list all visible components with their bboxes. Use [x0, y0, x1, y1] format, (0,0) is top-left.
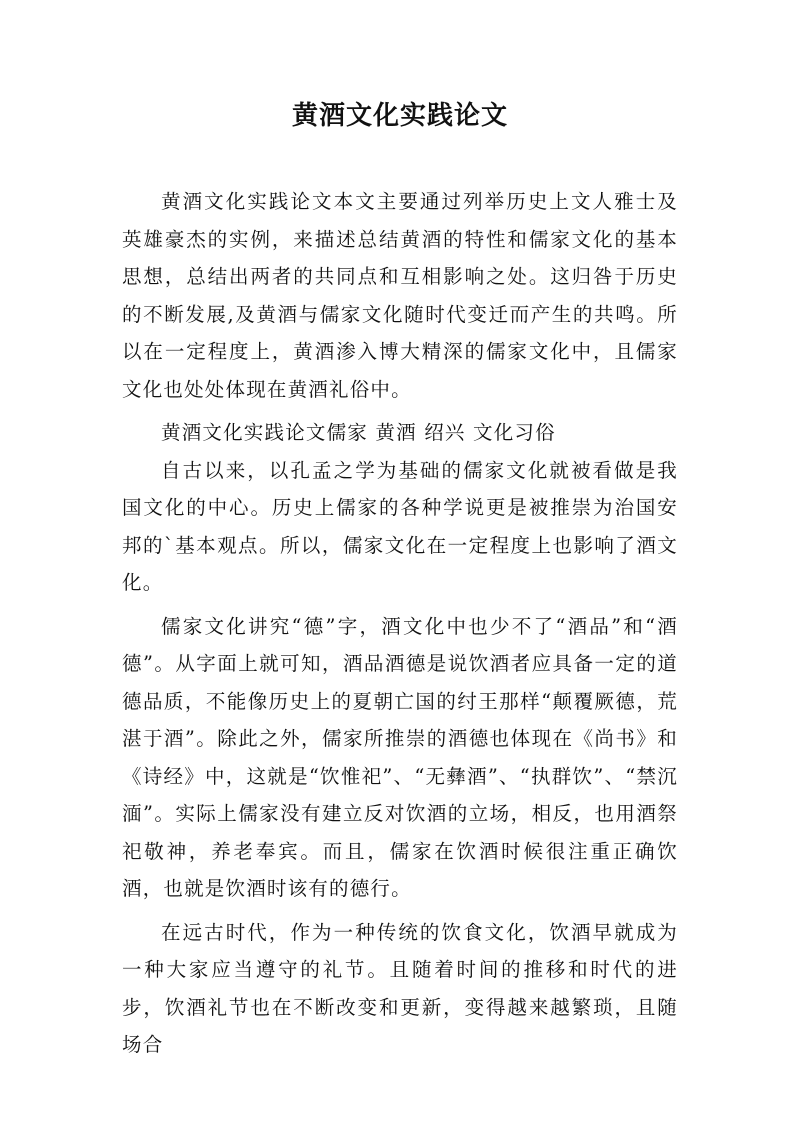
paragraph-wine-virtue: 儒家文化讲究“德”字，酒文化中也少不了“酒品”和“酒德”。从字面上就可知，酒品酒德是说饮酒者应具备一定的道德品质，不能像历史上的夏朝亡国的纣王那样“颠覆厥德，荒湛于酒”。除此之外，儒家所推崇的酒德也体现在《尚书》和《诗经》中，这就是“饮惟祀”、“无彝酒”、“执群饮”、“禁沉湎”。实际上儒家没有建立反对饮酒的立场，相反，也用酒祭祀敬神，养老奉宾。而且，儒家在饮酒时候很注重正确饮酒，也就是饮酒时该有的德行。	[122, 614, 678, 900]
paragraph-abstract: 黄酒文化实践论文本文主要通过列举历史上文人雅士及英雄豪杰的实例，来描述总结黄酒的特性和儒家文化的基本思想，总结出两者的共同点和互相影响之处。这归咎于历史的不断发展,及黄酒与儒家文化随时代变迁而产生的共鸣。所以在一定程度上，黄酒渗入博大精深的儒家文化中，且儒家文化也处处体现在黄酒礼俗中。	[122, 190, 678, 401]
document-title: 黄酒文化实践论文	[291, 101, 508, 131]
paragraph-confucian-center: 自古以来，以孔孟之学为基础的儒家文化就被看做是我国文化的中心。历史上儒家的各种学说更是被推崇为治国安邦的`基本观点。所以，儒家文化在一定程度上也影响了酒文化。	[122, 458, 678, 594]
document-body	[122, 183, 678, 1070]
paragraph-keywords: 黄酒文化实践论文儒家 黄酒 绍兴 文化习俗	[161, 421, 556, 444]
paragraph-drinking-etiquette: 在远古时代，作为一种传统的饮食文化，饮酒早就成为一种大家应当遵守的礼节。且随着时间的推移和时代的进步，饮酒礼节也在不断改变和更新，变得越来越繁琐，且随场合	[122, 920, 678, 1056]
